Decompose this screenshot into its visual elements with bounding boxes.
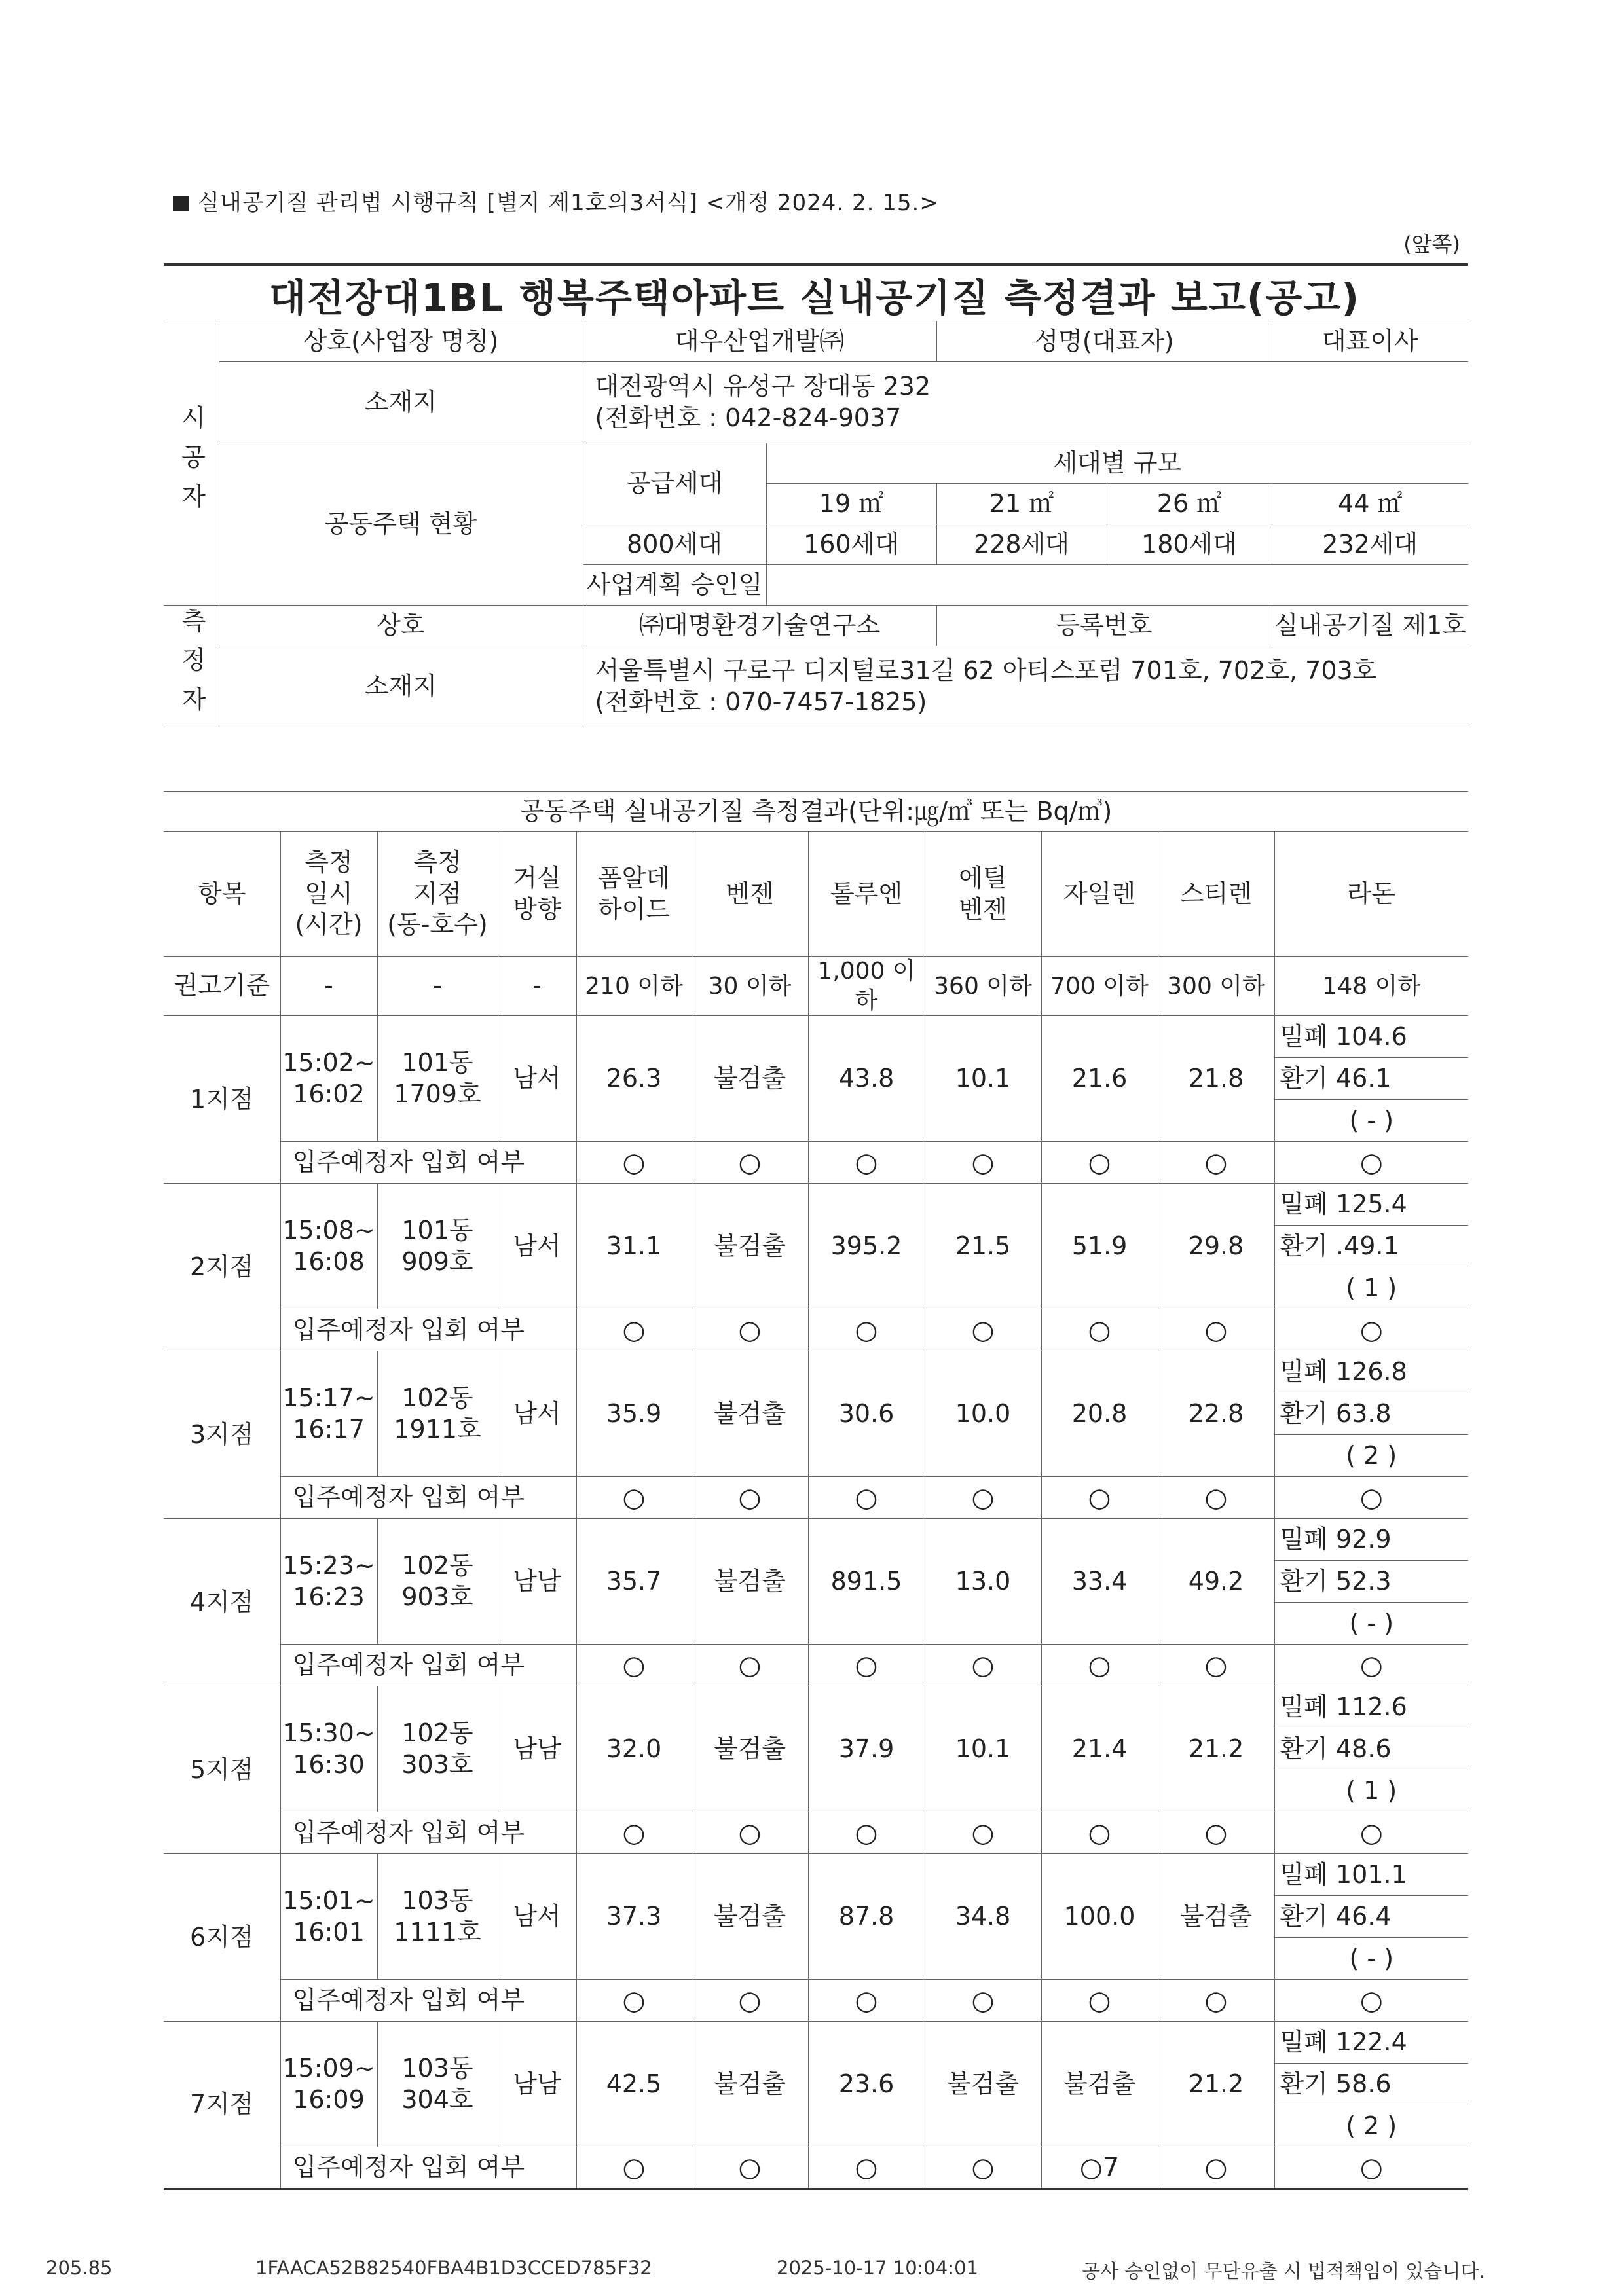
- radon-note: ( 1 ): [1274, 1770, 1468, 1812]
- attendance-mark: ○: [692, 1477, 808, 1519]
- radon-closed: 밀폐 122.4: [1274, 2022, 1468, 2064]
- approval-date-value: [766, 565, 1468, 606]
- constructor-section-label: 시공자: [164, 321, 219, 606]
- measure-location: [377, 1686, 498, 1812]
- toluene-value: 891.5: [808, 1519, 925, 1645]
- radon-note: ( 2 ): [1274, 2105, 1468, 2147]
- building-number: 103동: [401, 1886, 473, 1915]
- attendance-mark: ○: [1158, 1309, 1274, 1351]
- radon-ventilated: 환기 58.6: [1274, 2064, 1468, 2105]
- form-reference-text: 실내공기질 관리법 시행규칙 [별지 제1호의3서식] <개정 2024. 2. 15.>: [198, 190, 939, 216]
- attendance-mark: ○: [925, 1812, 1041, 1854]
- benzene-value: 불검출: [692, 1519, 808, 1645]
- attendance-mark: ○: [808, 1645, 925, 1686]
- form-reference-label: [173, 185, 939, 217]
- attendance-mark: ○: [1158, 1477, 1274, 1519]
- measure-location: [377, 1351, 498, 1477]
- radon-note: ( 2 ): [1274, 1435, 1468, 1477]
- ethylbenzene-value: 10.0: [925, 1351, 1041, 1477]
- radon-note: ( - ): [1274, 1938, 1468, 1980]
- unit-size: 44 ㎡: [1272, 484, 1468, 524]
- footer-timestamp: 2025-10-17 10:04:01: [777, 2257, 978, 2279]
- footer-notice: 공사 승인없이 무단유출 시 법적책임이 있습니다.: [1082, 2260, 1485, 2282]
- building-number: 101동: [401, 1048, 473, 1077]
- radon-header: 라돈: [1274, 832, 1468, 957]
- measurer-phone: (전화번호 : 070-7457-1825): [595, 687, 927, 716]
- xylene-value: 51.9: [1041, 1184, 1158, 1309]
- measure-time: [280, 1854, 377, 1980]
- attendance-mark: ○: [1158, 1812, 1274, 1854]
- radon-note: ( - ): [1274, 1100, 1468, 1142]
- attendance-mark: ○: [808, 2147, 925, 2189]
- measurer-section-label: 측정자: [164, 606, 219, 727]
- xylene-value: 33.4: [1041, 1519, 1158, 1645]
- direction-header: 거실 방향: [498, 832, 576, 957]
- measure-time: [280, 1519, 377, 1645]
- attendance-mark: ○: [1158, 1980, 1274, 2022]
- attendance-mark: ○: [808, 1812, 925, 1854]
- measure-end: 16:08: [293, 1247, 365, 1276]
- unit-size: 19 ㎡: [766, 484, 936, 524]
- constructor-address: [583, 362, 1468, 443]
- attendance-mark: ○: [1041, 1477, 1158, 1519]
- ethylbenzene-value: 10.1: [925, 1016, 1041, 1142]
- attendance-mark: ○: [576, 2147, 692, 2189]
- attendance-mark: ○: [1274, 1142, 1468, 1184]
- radon-closed: 밀폐 104.6: [1274, 1016, 1468, 1058]
- unit-number: 1911호: [394, 1414, 481, 1444]
- living-room-direction: 남서: [498, 1184, 576, 1309]
- formaldehyde-value: 35.9: [576, 1351, 692, 1477]
- xylene-value: 21.6: [1041, 1016, 1158, 1142]
- styrene-value: 21.2: [1158, 2022, 1274, 2147]
- point-name: 5지점: [164, 1686, 280, 1854]
- styrene-value: 49.2: [1158, 1519, 1274, 1645]
- toluene-value: 30.6: [808, 1351, 925, 1477]
- unit-number: 1709호: [394, 1079, 481, 1108]
- address-label: 소재지: [219, 362, 583, 443]
- ethylbenzene-value: 21.5: [925, 1184, 1041, 1309]
- measurer-company: ㈜대명환경기술연구소: [583, 606, 936, 646]
- square-bullet-icon: [173, 196, 189, 211]
- results-table: [164, 791, 1468, 2190]
- attendance-mark: ○: [692, 1142, 808, 1184]
- styrene-value: 22.8: [1158, 1351, 1274, 1477]
- attendance-mark: ○: [808, 1477, 925, 1519]
- document-title: 대전장대1BL 행복주택아파트 실내공기질 측정결과 보고(공고): [269, 276, 1360, 320]
- info-table: [164, 321, 1468, 727]
- housing-status-label: 공동주택 현황: [219, 443, 583, 606]
- company-name-label: 상호(사업장 명칭): [219, 321, 583, 362]
- location-header: 측정 지점 (동-호수): [377, 832, 498, 957]
- item-header: 항목: [164, 832, 280, 957]
- attendance-mark: ○: [1274, 2147, 1468, 2189]
- ethylbenzene-value: 34.8: [925, 1854, 1041, 1980]
- unit-count: 232세대: [1272, 524, 1468, 565]
- unit-size: 26 ㎡: [1107, 484, 1272, 524]
- measurer-address: [583, 646, 1468, 727]
- supply-units-label: 공급세대: [583, 443, 766, 524]
- formaldehyde-value: 26.3: [576, 1016, 692, 1142]
- attendance-mark: ○: [1274, 1477, 1468, 1519]
- attendance-mark: ○: [1274, 1645, 1468, 1686]
- constructor-company: 대우산업개발㈜: [583, 321, 936, 362]
- measure-time: [280, 1686, 377, 1812]
- radon-closed: 밀폐 125.4: [1274, 1184, 1468, 1226]
- radon-ventilated: 환기 48.6: [1274, 1728, 1468, 1770]
- results-caption: 공동주택 실내공기질 측정결과(단위:㎍/㎥ 또는 Bq/㎥): [164, 792, 1468, 832]
- approval-date-label: 사업계획 승인일: [583, 565, 766, 606]
- attendance-label: 입주예정자 입회 여부: [280, 1477, 576, 1519]
- attendance-mark: ○: [692, 2147, 808, 2189]
- unit-count: 180세대: [1107, 524, 1272, 565]
- formaldehyde-value: 35.7: [576, 1519, 692, 1645]
- attendance-mark: ○: [576, 1812, 692, 1854]
- attendance-mark: ○: [576, 1309, 692, 1351]
- measure-location: [377, 1016, 498, 1142]
- attendance-mark: ○: [576, 1980, 692, 2022]
- attendance-mark: ○: [576, 1645, 692, 1686]
- standard-benzene: 30 이하: [692, 957, 808, 1016]
- attendance-label: 입주예정자 입회 여부: [280, 1645, 576, 1686]
- measurer-address-label: 소재지: [219, 646, 583, 727]
- measure-time: [280, 1351, 377, 1477]
- point-name: 1지점: [164, 1016, 280, 1184]
- radon-closed: 밀폐 112.6: [1274, 1686, 1468, 1728]
- living-room-direction: 남서: [498, 1854, 576, 1980]
- attendance-mark: ○: [925, 1142, 1041, 1184]
- measure-location: [377, 1854, 498, 1980]
- toluene-value: 395.2: [808, 1184, 925, 1309]
- building-number: 103동: [401, 2054, 473, 2083]
- formaldehyde-value: 37.3: [576, 1854, 692, 1980]
- building-number: 102동: [401, 1719, 473, 1747]
- formaldehyde-value: 32.0: [576, 1686, 692, 1812]
- toluene-header: 톨루엔: [808, 832, 925, 957]
- attendance-mark: ○: [1158, 2147, 1274, 2189]
- standard-styrene: 300 이하: [1158, 957, 1274, 1016]
- measure-time: [280, 2022, 377, 2147]
- living-room-direction: 남서: [498, 1351, 576, 1477]
- attendance-label: 입주예정자 입회 여부: [280, 2147, 576, 2189]
- unit-number: 304호: [401, 2085, 473, 2114]
- formaldehyde-header: 폼알데 하이드: [576, 832, 692, 957]
- styrene-value: 21.8: [1158, 1016, 1274, 1142]
- xylene-value: 불검출: [1041, 2022, 1158, 2147]
- attendance-mark: ○: [1041, 1309, 1158, 1351]
- attendance-mark: ○: [808, 1980, 925, 2022]
- benzene-value: 불검출: [692, 1351, 808, 1477]
- representative-value: 대표이사: [1272, 321, 1468, 362]
- attendance-mark: ○: [1274, 1980, 1468, 2022]
- living-room-direction: 남서: [498, 1016, 576, 1142]
- unit-count: 160세대: [766, 524, 936, 565]
- measure-location: [377, 2022, 498, 2147]
- attendance-mark: ○: [1158, 1645, 1274, 1686]
- registration-label: 등록번호: [936, 606, 1272, 646]
- constructor-address-line1: 대전광역시 유성구 장대동 232: [595, 372, 931, 401]
- attendance-mark: ○: [1041, 1645, 1158, 1686]
- radon-closed: 밀폐 92.9: [1274, 1519, 1468, 1561]
- attendance-mark: ○: [692, 1980, 808, 2022]
- ethylbenzene-value: 13.0: [925, 1519, 1041, 1645]
- time-header: 측정 일시 (시간): [280, 832, 377, 957]
- measure-end: 16:02: [293, 1079, 365, 1108]
- measure-end: 16:23: [293, 1582, 365, 1611]
- ethylbenzene-value: 불검출: [925, 2022, 1041, 2147]
- xylene-value: 21.4: [1041, 1686, 1158, 1812]
- total-units: 800세대: [583, 524, 766, 565]
- living-room-direction: 남남: [498, 1686, 576, 1812]
- radon-ventilated: 환기 .49.1: [1274, 1226, 1468, 1267]
- radon-note: ( 1 ): [1274, 1267, 1468, 1309]
- standard-direction: -: [498, 957, 576, 1016]
- attendance-mark: ○: [692, 1645, 808, 1686]
- radon-ventilated: 환기 63.8: [1274, 1393, 1468, 1435]
- measure-start: 15:17~: [282, 1383, 375, 1412]
- toluene-value: 23.6: [808, 2022, 925, 2147]
- attendance-mark: ○7: [1041, 2147, 1158, 2189]
- radon-ventilated: 환기 46.1: [1274, 1058, 1468, 1100]
- point-name: 4지점: [164, 1519, 280, 1686]
- xylene-header: 자일렌: [1041, 832, 1158, 957]
- measure-start: 15:02~: [282, 1048, 375, 1077]
- unit-number: 1111호: [394, 1917, 481, 1946]
- building-number: 102동: [401, 1383, 473, 1412]
- standard-formaldehyde: 210 이하: [576, 957, 692, 1016]
- attendance-mark: ○: [808, 1309, 925, 1351]
- attendance-mark: ○: [1274, 1812, 1468, 1854]
- title-divider: [164, 263, 1468, 266]
- radon-note: ( - ): [1274, 1603, 1468, 1645]
- standard-radon: 148 이하: [1274, 957, 1468, 1016]
- measure-start: 15:30~: [282, 1719, 375, 1747]
- xylene-value: 20.8: [1041, 1351, 1158, 1477]
- styrene-value: 불검출: [1158, 1854, 1274, 1980]
- attendance-mark: ○: [576, 1477, 692, 1519]
- living-room-direction: 남남: [498, 1519, 576, 1645]
- footer-page-size: 205.85: [46, 2257, 113, 2279]
- attendance-mark: ○: [808, 1142, 925, 1184]
- point-name: 7지점: [164, 2022, 280, 2189]
- radon-ventilated: 환기 52.3: [1274, 1561, 1468, 1603]
- attendance-mark: ○: [925, 1645, 1041, 1686]
- formaldehyde-value: 31.1: [576, 1184, 692, 1309]
- toluene-value: 43.8: [808, 1016, 925, 1142]
- unit-scale-label: 세대별 규모: [766, 443, 1468, 484]
- ethylbenzene-value: 10.1: [925, 1686, 1041, 1812]
- attendance-mark: ○: [576, 1142, 692, 1184]
- ethylbenzene-header: 에틸 벤젠: [925, 832, 1041, 957]
- unit-number: 303호: [401, 1749, 473, 1779]
- attendance-mark: ○: [692, 1812, 808, 1854]
- measure-time: [280, 1016, 377, 1142]
- benzene-header: 벤젠: [692, 832, 808, 957]
- radon-closed: 밀폐 126.8: [1274, 1351, 1468, 1393]
- attendance-label: 입주예정자 입회 여부: [280, 1980, 576, 2022]
- unit-number: 903호: [401, 1582, 473, 1611]
- standard-toluene: 1,000 이하: [808, 957, 925, 1016]
- toluene-value: 87.8: [808, 1854, 925, 1980]
- measure-start: 15:09~: [282, 2054, 375, 2083]
- measure-location: [377, 1184, 498, 1309]
- benzene-value: 불검출: [692, 2022, 808, 2147]
- measurer-address-line1: 서울특별시 구로구 디지털로31길 62 아티스포럼 701호, 702호, 703호: [595, 656, 1377, 685]
- attendance-mark: ○: [1041, 1812, 1158, 1854]
- point-name: 6지점: [164, 1854, 280, 2022]
- measure-end: 16:30: [293, 1749, 365, 1779]
- attendance-label: 입주예정자 입회 여부: [280, 1142, 576, 1184]
- xylene-value: 100.0: [1041, 1854, 1158, 1980]
- standard-xylene: 700 이하: [1041, 957, 1158, 1016]
- unit-number: 909호: [401, 1247, 473, 1276]
- measure-time: [280, 1184, 377, 1309]
- unit-size: 21 ㎡: [936, 484, 1107, 524]
- standard-location: -: [377, 957, 498, 1016]
- styrene-header: 스티렌: [1158, 832, 1274, 957]
- point-name: 3지점: [164, 1351, 280, 1519]
- attendance-mark: ○: [1158, 1142, 1274, 1184]
- benzene-value: 불검출: [692, 1016, 808, 1142]
- measure-start: 15:23~: [282, 1551, 375, 1580]
- measure-location: [377, 1519, 498, 1645]
- unit-count: 228세대: [936, 524, 1107, 565]
- toluene-value: 37.9: [808, 1686, 925, 1812]
- attendance-mark: ○: [925, 1477, 1041, 1519]
- standard-ethylbenzene: 360 이하: [925, 957, 1041, 1016]
- attendance-mark: ○: [925, 2147, 1041, 2189]
- building-number: 101동: [401, 1216, 473, 1245]
- measure-start: 15:08~: [282, 1216, 375, 1245]
- attendance-label: 입주예정자 입회 여부: [280, 1309, 576, 1351]
- styrene-value: 29.8: [1158, 1184, 1274, 1309]
- benzene-value: 불검출: [692, 1184, 808, 1309]
- registration-number: 실내공기질 제1호: [1272, 606, 1468, 646]
- standard-label: 권고기준: [164, 957, 280, 1016]
- footer-hash: 1FAACA52B82540FBA4B1D3CCED785F32: [255, 2257, 652, 2279]
- styrene-value: 21.2: [1158, 1686, 1274, 1812]
- building-number: 102동: [401, 1551, 473, 1580]
- representative-label: 성명(대표자): [936, 321, 1272, 362]
- measure-start: 15:01~: [282, 1886, 375, 1915]
- radon-closed: 밀폐 101.1: [1274, 1854, 1468, 1896]
- attendance-label: 입주예정자 입회 여부: [280, 1812, 576, 1854]
- attendance-mark: ○: [925, 1309, 1041, 1351]
- radon-ventilated: 환기 46.4: [1274, 1896, 1468, 1938]
- attendance-mark: ○: [1274, 1309, 1468, 1351]
- measure-end: 16:09: [293, 2085, 365, 2114]
- attendance-mark: ○: [1041, 1142, 1158, 1184]
- measure-end: 16:01: [293, 1917, 365, 1946]
- attendance-mark: ○: [692, 1309, 808, 1351]
- benzene-value: 불검출: [692, 1854, 808, 1980]
- measure-end: 16:17: [293, 1414, 365, 1444]
- constructor-phone: (전화번호 : 042-824-9037: [595, 403, 902, 432]
- living-room-direction: 남남: [498, 2022, 576, 2147]
- attendance-mark: ○: [1041, 1980, 1158, 2022]
- measurer-company-label: 상호: [219, 606, 583, 646]
- benzene-value: 불검출: [692, 1686, 808, 1812]
- page-side-label: (앞쪽): [1403, 232, 1460, 257]
- point-name: 2지점: [164, 1184, 280, 1351]
- formaldehyde-value: 42.5: [576, 2022, 692, 2147]
- attendance-mark: ○: [925, 1980, 1041, 2022]
- standard-time: -: [280, 957, 377, 1016]
